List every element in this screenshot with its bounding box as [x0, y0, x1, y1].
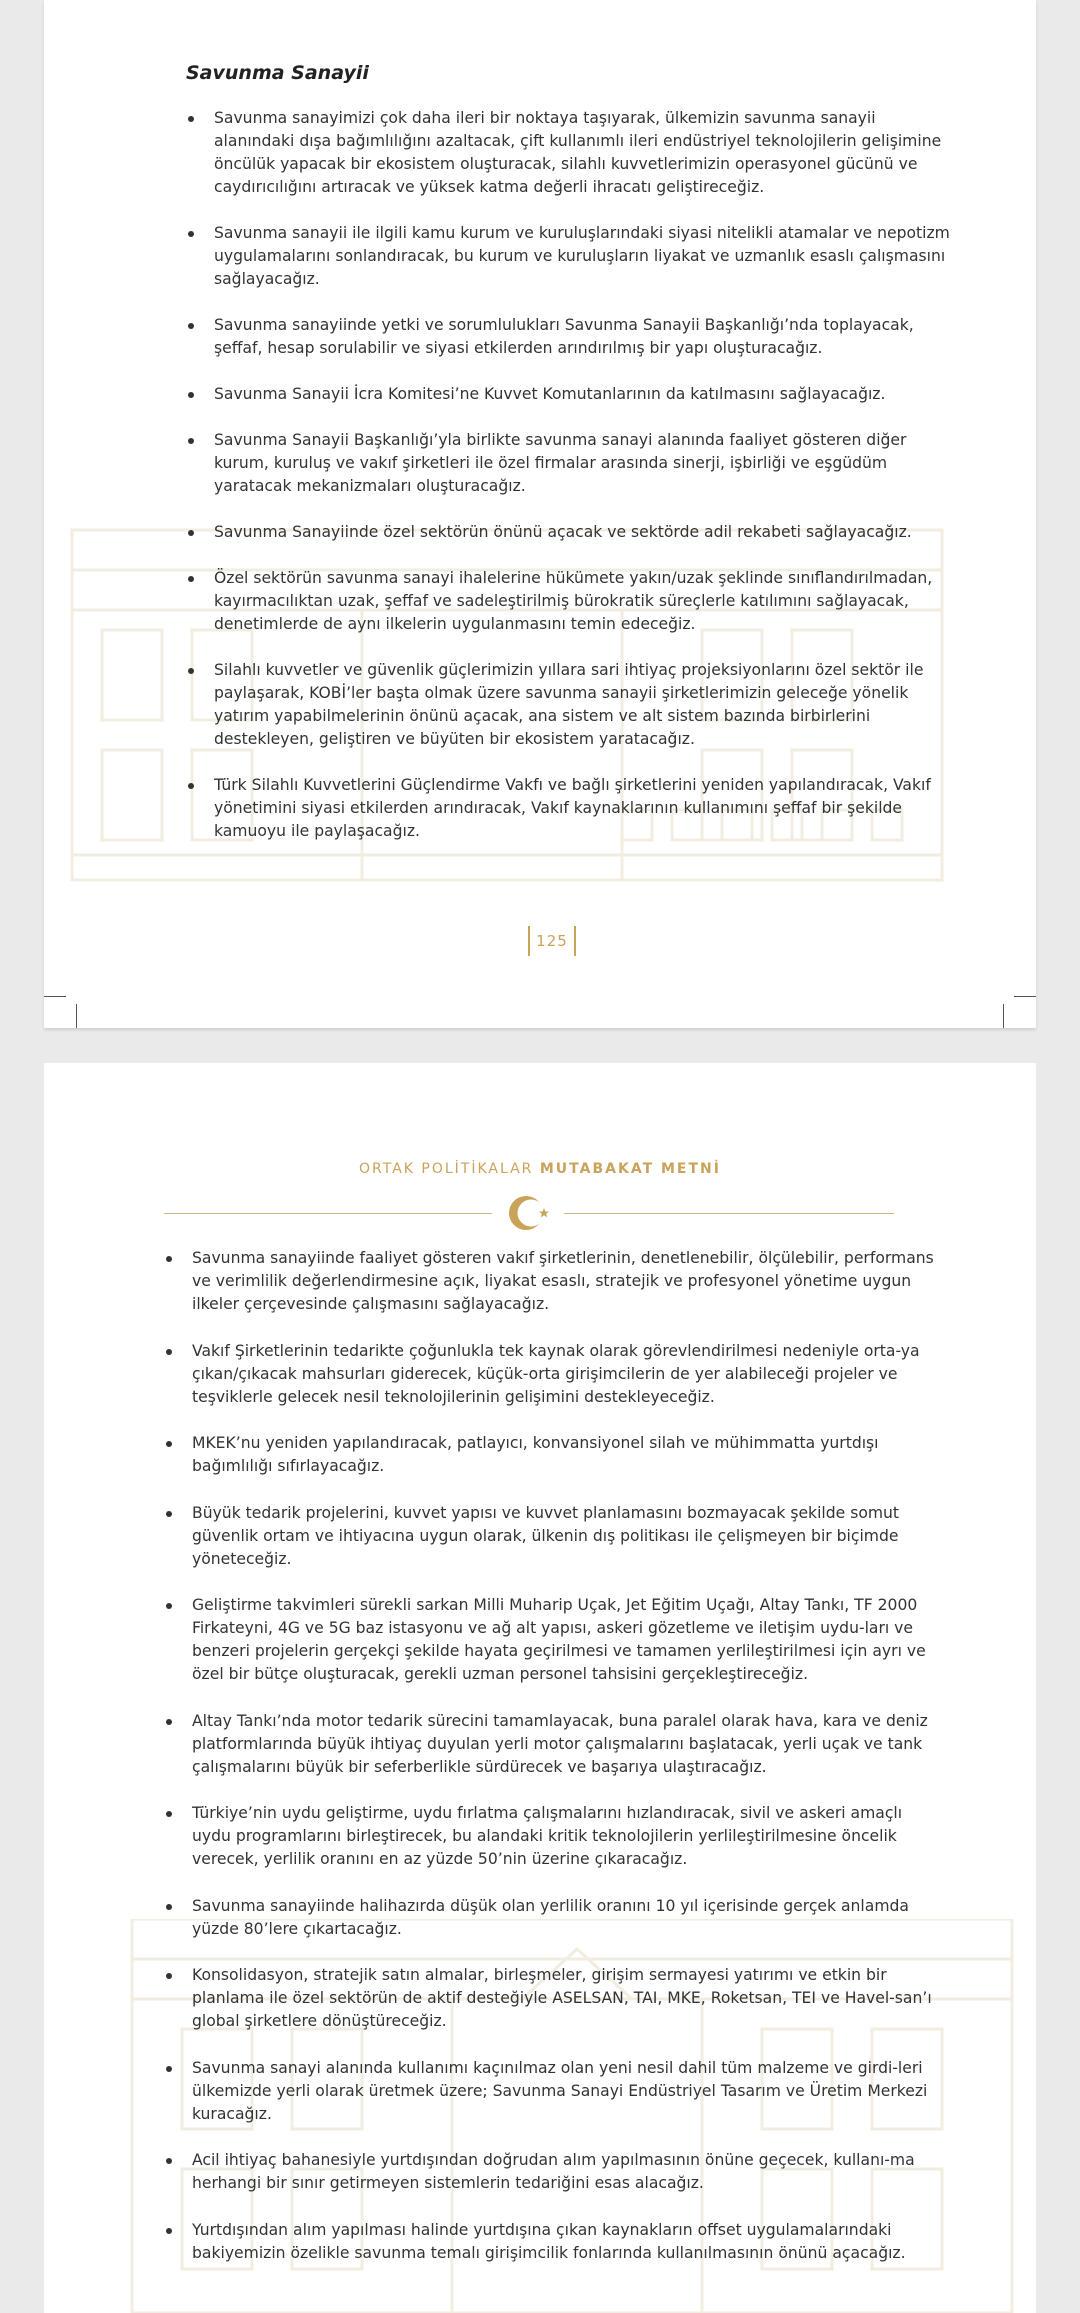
list-item: Yurtdışından alım yapılması halinde yurtdışına çıkan kaynakların offset uygulamalarındaki bakiyemizin özelikle savunma temalı girişimcilik fonlarında kullanılmasının önünü açacağız.: [192, 2219, 940, 2265]
bullet-list: [214, 107, 960, 866]
list-item: Savunma Sanayii İcra Komitesi’ne Kuvvet Komutanlarının da katılmasını sağlayacağız.: [214, 383, 960, 406]
crop-mark: [1003, 1004, 1004, 1028]
crop-mark: [1014, 996, 1036, 997]
list-item: Savunma sanayi alanında kullanımı kaçınılmaz olan yeni nesil dahil tüm malzeme ve girdi-leri ülkemizde yerli olarak üretmek üzere; Savunma Sanayi Endüstriyel Tasarım ve Üretim Merkezi kuracağız.: [192, 2057, 940, 2126]
crop-mark: [44, 996, 66, 997]
section-header: [44, 1161, 1036, 1177]
list-item: Büyük tedarik projelerini, kuvvet yapısı ve kuvvet planlamasını bozmayacak şekilde somut güvenlik ortam ve ihtiyacına uygun olarak, ülkenin dış politikası ile çelişmeyen bir biçimde yöneteceğiz.: [192, 1502, 940, 1571]
list-item: Savunma sanayii ile ilgili kamu kurum ve kuruluşlarındaki siyasi nitelikli atamalar ve nepotizm uygulamalarını sonlandıracak, bu kurum ve kuruluşların liyakat ve uzmanlık esaslı çalışmasını sağlayacağız.: [214, 222, 960, 291]
list-item: Savunma sanayiinde yetki ve sorumlulukları Savunma Sanayii Başkanlığı’nda toplayacak, şeffaf, hesap sorulabilir ve siyasi etkilerden arındırılmış bir yapı oluşturacağız.: [214, 314, 960, 360]
list-item: Savunma Sanayiinde özel sektörün önünü açacak ve sektörde adil rekabeti sağlayacağız.: [214, 521, 960, 544]
list-item: Acil ihtiyaç bahanesiyle yurtdışından doğrudan alım yapılmasının önüne geçecek, kullanı-ma herhangi bir sınır getirmeyen sistemlerin tedariğini esas alacağız.: [192, 2149, 940, 2195]
list-item: Türk Silahlı Kuvvetlerini Güçlendirme Vakfı ve bağlı şirketlerini yeniden yapılandıracak, Vakıf yönetimini siyasi etkilerden arındıracak, Vakıf kaynaklarının kullanımını şeffaf bir şekilde kamuoyu ile paylaşacağız.: [214, 774, 960, 843]
crescent-star-icon: [506, 1193, 556, 1233]
document-page-125: [44, 0, 1036, 1028]
page-number: 125: [528, 926, 576, 956]
crop-mark: [76, 1004, 77, 1028]
list-item: Savunma Sanayii Başkanlığı’yla birlikte savunma sanayi alanında faaliyet gösteren diğer kurum, kuruluş ve vakıf şirketleri ile özel firmalar arasında sinerji, işbirliği ve eşgüdüm yaratacak mekanizmaları oluşturacağız.: [214, 429, 960, 498]
list-item: Özel sektörün savunma sanayi ihalelerine hükümete yakın/uzak şeklinde sınıflandırılmadan, kayırmacılıktan uzak, şeffaf ve sadeleştirilmiş bürokratik süreçlerle katılımını sağlayacak, denetimlerde de aynı ilkelerin uygulanmasını temin edeceğiz.: [214, 567, 960, 636]
list-item: Geliştirme takvimleri sürekli sarkan Milli Muharip Uçak, Jet Eğitim Uçağı, Altay Tankı, TF 2000 Firkateyni, 4G ve 5G baz istasyonu ve ağ alt yapısı, askeri gözetleme ve iletişim uydu-ları ve benzeri projelerin gerçekçi şekilde hayata geçirilmesi ve tamamen yerlileştirilmesi için ayrı ve özel bir bütçe oluşturacak, gerekli uzman personel tahsisini gerçekleştireceğiz.: [192, 1594, 940, 1686]
list-item: Savunma sanayimizi çok daha ileri bir noktaya taşıyarak, ülkemizin savunma sanayii alanındaki dışa bağımlılığını azaltacak, çift kullanımlı ileri endüstriyel teknolojilerin gelişimine öncülük yapacak bir ekosistem oluşturacak, silahlı kuvvetlerimizin operasyonel gücünü ve caydırıcılığını artıracak ve yüksek katma değerli ihracatı geliştireceğiz.: [214, 107, 960, 199]
list-item: Silahlı kuvvetler ve güvenlik güçlerimizin yıllara sari ihtiyaç projeksiyonlarını özel sektör ile paylaşarak, KOBİ’ler başta olmak üzere savunma sanayii şirketlerimizin geleceğe yönelik yatırım yapabilmelerinin önünü açacak, ana sistem ve alt sistem bazında birbirlerini destekleyen, geliştiren ve büyüten bir ekosistem yaratacağız.: [214, 659, 960, 751]
header-accent: MUTABAKAT METNİ: [539, 1161, 721, 1177]
list-item: Türkiye’nin uydu geliştirme, uydu fırlatma çalışmalarını hızlandıracak, sivil ve askeri amaçlı uydu programlarını birleştirecek, bu alandaki kritik teknolojilerin yerlileştirilmesine öncelik verecek, yerlilik oranını en az yüzde 50’nin üzerine çıkaracağız.: [192, 1802, 940, 1871]
section-title: Savunma Sanayii: [186, 62, 369, 84]
list-item: Konsolidasyon, stratejik satın almalar, birleşmeler, girişim sermayesi yatırımı ve etkin bir planlama ile özel sektörün de aktif desteğiyle ASELSAN, TAI, MKE, Roketsan, TEI ve Havel-san’ı global şirketlere dönüştüreceğiz.: [192, 1964, 940, 2033]
list-item: Altay Tankı’nda motor tedarik sürecini tamamlayacak, buna paralel olarak hava, kara ve deniz platformlarında büyük ihtiyaç duyulan yerli motor çalışmalarını başlatacak, yerli uçak ve tank çalışmalarını büyük bir seferberlikle sürdürecek ve başarıya ulaştıracağız.: [192, 1710, 940, 1779]
list-item: Savunma sanayiinde faaliyet gösteren vakıf şirketlerinin, denetlenebilir, ölçülebilir, performans ve verimlilik değerlendirmesine açık, liyakat esaslı, stratejik ve profesyonel yönetime uygun ilkeler çerçevesinde çalışmasını sağlayacağız.: [192, 1247, 940, 1316]
divider-line: [564, 1213, 894, 1214]
document-page: [44, 1063, 1036, 2313]
divider: [164, 1193, 894, 1233]
list-item: MKEK’nu yeniden yapılandıracak, patlayıcı, konvansiyonel silah ve mühimmatta yurtdışı bağımlılığı sıfırlayacağız.: [192, 1432, 940, 1478]
list-item: Savunma sanayiinde halihazırda düşük olan yerlilik oranını 10 yıl içerisinde gerçek anlamda yüzde 80’lere çıkartacağız.: [192, 1895, 940, 1941]
bullet-list: [192, 1247, 940, 2288]
list-item: Vakıf Şirketlerinin tedarikte çoğunlukla tek kaynak olarak görevlendirilmesi nedeniyle orta-ya çıkan/çıkacak mahsurları giderecek, küçük-orta girişimcilerin de yer alabileceği projeler ve teşviklerle gelecek nesil teknolojilerinin gelişimini destekleyeceğiz.: [192, 1340, 940, 1409]
divider-line: [164, 1213, 492, 1214]
header-prefix: ORTAK POLİTİKALAR: [359, 1161, 534, 1177]
